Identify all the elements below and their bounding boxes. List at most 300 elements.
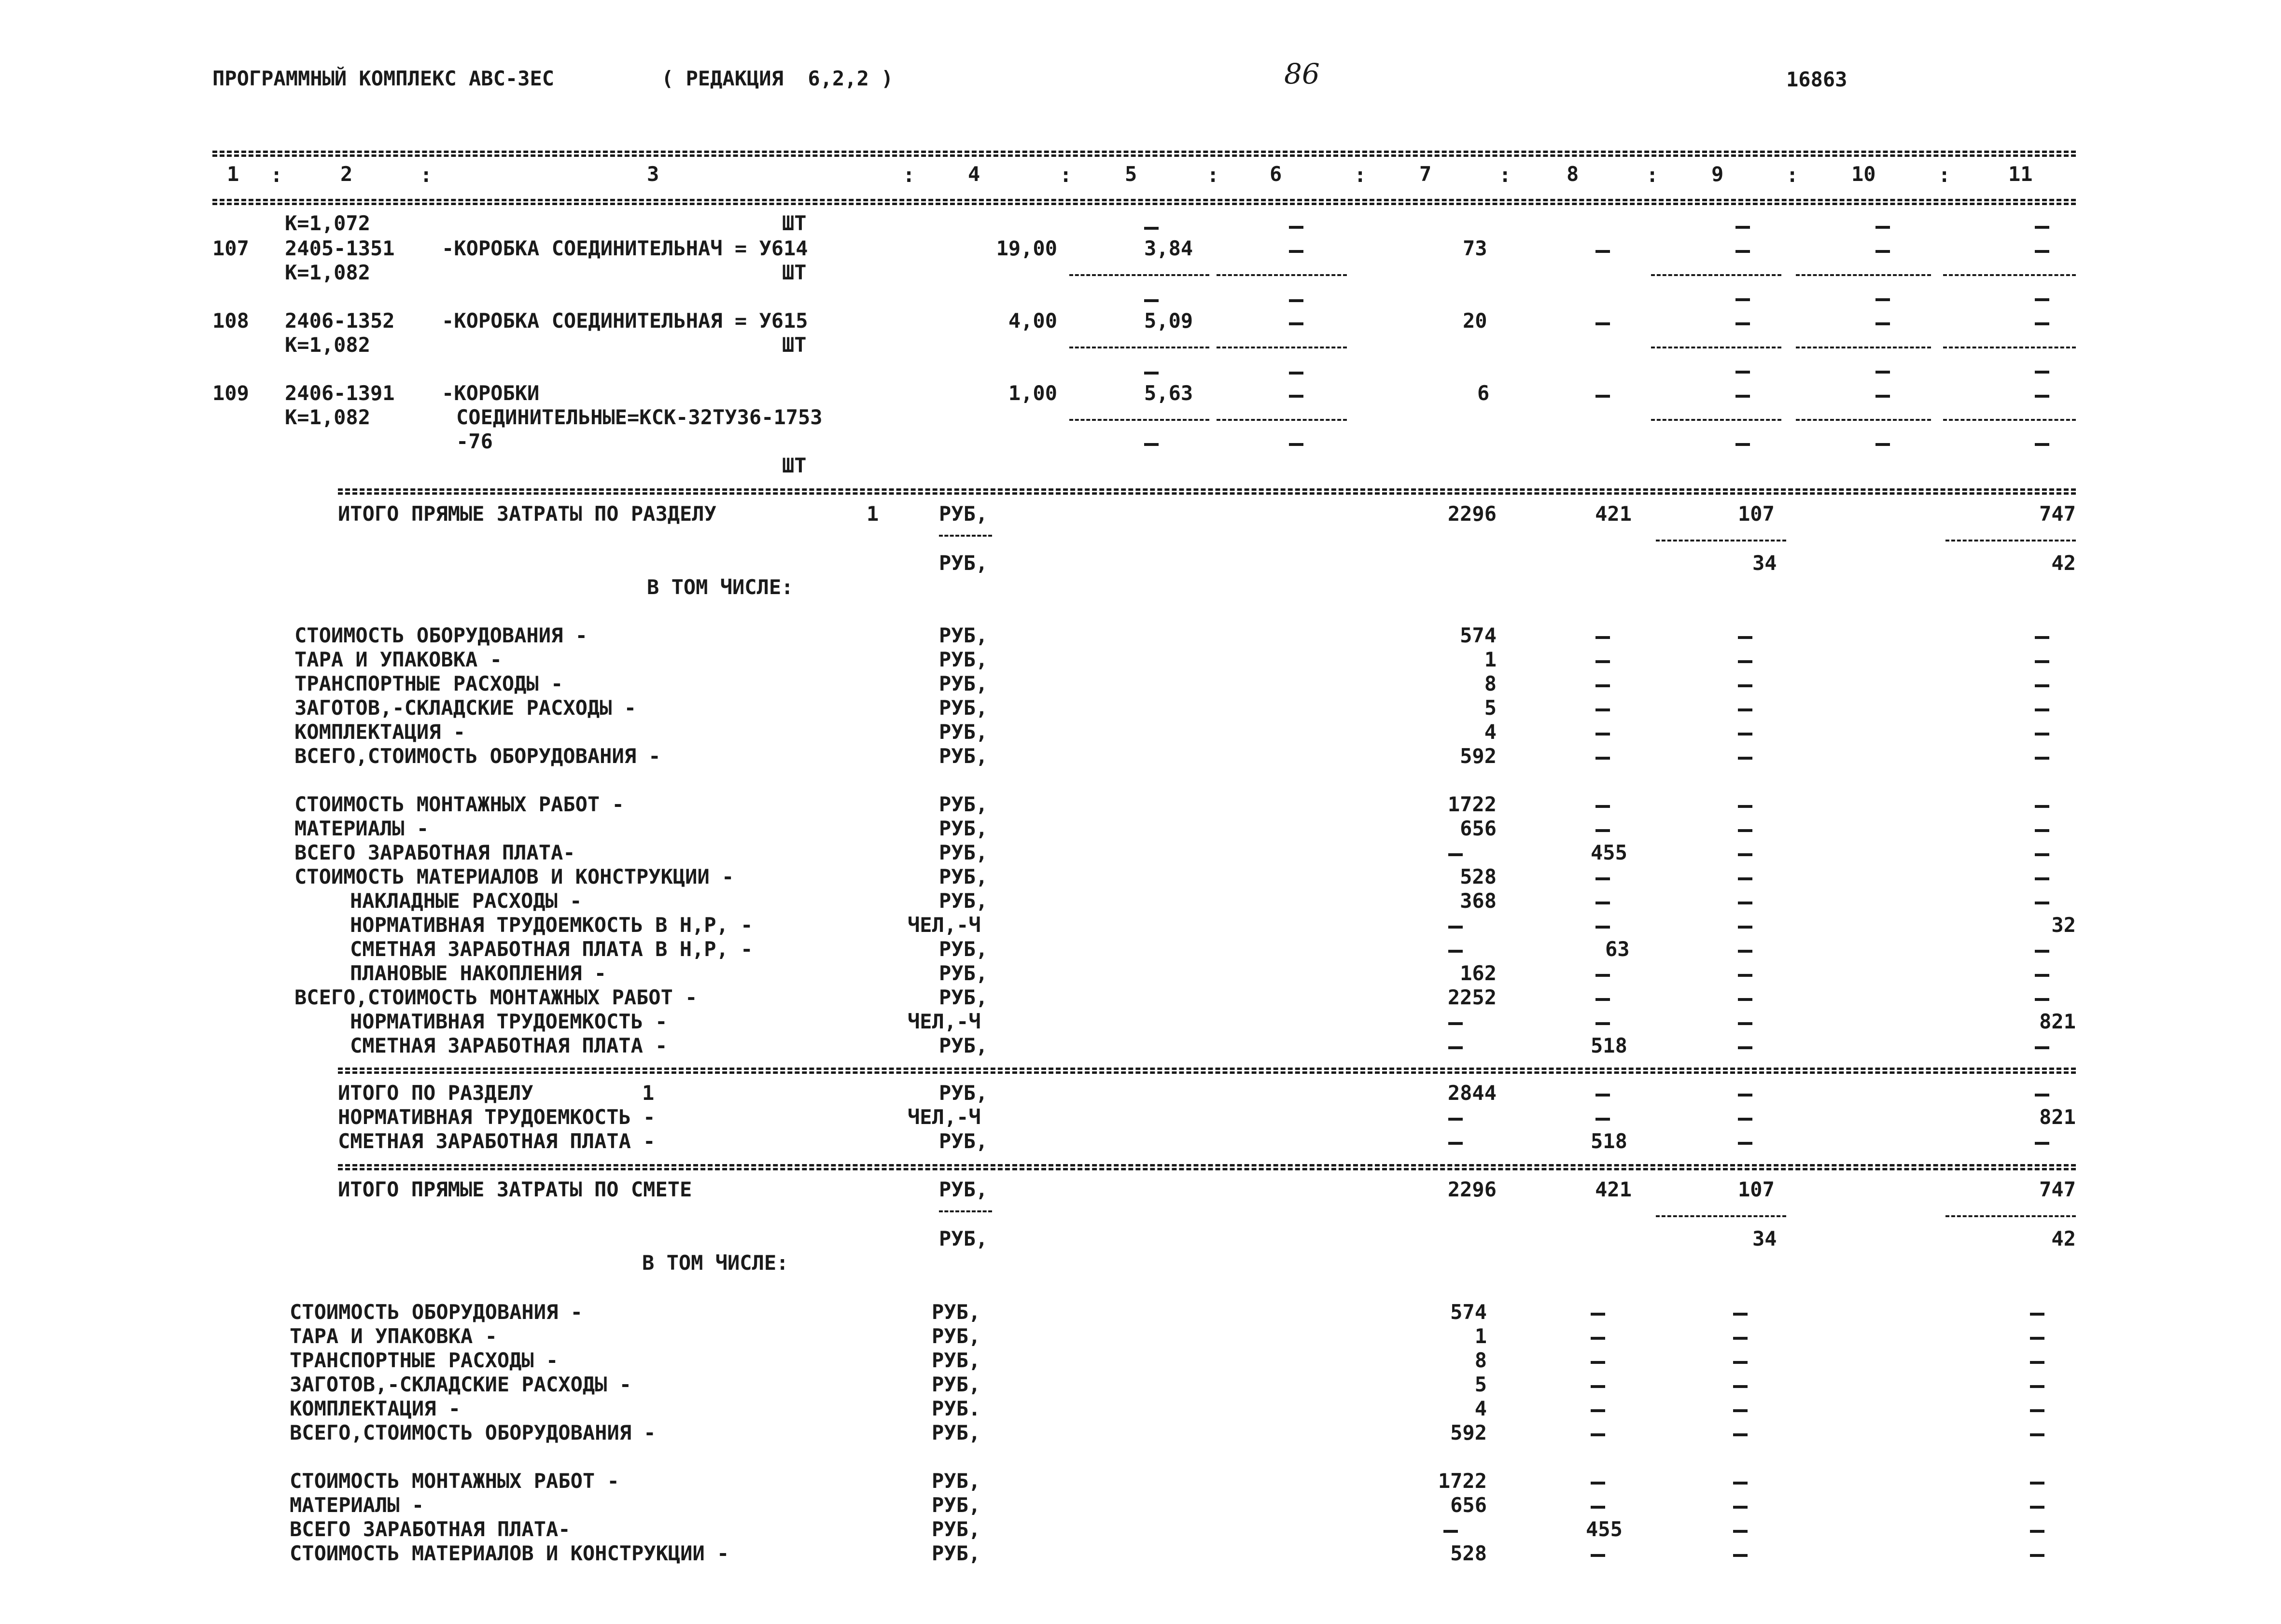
dash-mark: [2035, 660, 2049, 663]
row-col7: 368: [1460, 889, 1497, 913]
dash-mark: [2035, 757, 2049, 760]
row-unit: ЧЕЛ,-Ч: [908, 913, 981, 937]
dash-mark: [2030, 1385, 2044, 1388]
row-col7: 528: [1450, 1541, 1487, 1565]
separator: :: [1786, 163, 1799, 187]
dash-mark: [1595, 902, 1610, 904]
dash-mark: [2035, 298, 2049, 301]
row-label: МАТЕРИАЛЫ -: [294, 817, 429, 840]
item-unit-price: 5,63: [1144, 381, 1193, 405]
row-unit: РУБ,: [939, 1129, 988, 1153]
dash-mark: [1591, 1361, 1605, 1364]
rule: [1656, 540, 1786, 541]
dash-mark: [1738, 853, 1752, 856]
dash-mark: [1595, 395, 1610, 398]
item-name-line3: -76: [456, 430, 493, 453]
dash-mark: [1595, 805, 1610, 808]
dash-mark: [1738, 660, 1752, 663]
row-unit: ЧЕЛ,-Ч: [908, 1010, 981, 1033]
dash-mark: [1448, 1142, 1463, 1145]
dash-mark: [2035, 902, 2049, 904]
rule: [1651, 419, 1781, 421]
dash-mark: [1738, 708, 1752, 711]
dash-mark: [2035, 1046, 2049, 1049]
dash-mark: [2035, 708, 2049, 711]
dash-mark: [1738, 757, 1752, 760]
dash-mark: [1591, 1506, 1605, 1509]
item-number: 109: [212, 381, 249, 405]
row-unit: РУБ,: [939, 937, 988, 961]
dash-mark: [2035, 853, 2049, 856]
total-col9-lower: 34: [1752, 551, 1777, 575]
dash-mark: [1448, 853, 1463, 856]
row-col7: 2844: [1447, 1081, 1497, 1105]
dash-mark: [1595, 684, 1610, 687]
dash-mark: [1735, 395, 1750, 398]
row-label: СТОИМОСТЬ МОНТАЖНЫХ РАБОТ -: [290, 1469, 619, 1493]
column-header-10: 10: [1851, 162, 1876, 186]
item-quantity: 1,00: [1008, 381, 1057, 405]
row-label: ТРАНСПОРТНЫЕ РАСХОДЫ -: [294, 672, 563, 695]
row-col7: 656: [1450, 1493, 1487, 1517]
dash-mark: [1738, 974, 1752, 977]
dash-mark: [1738, 902, 1752, 904]
total-col11-lower: 42: [2051, 1227, 2076, 1250]
item-number: 107: [212, 236, 249, 260]
column-header-11: 11: [2008, 162, 2033, 186]
dash-mark: [1591, 1313, 1605, 1316]
dash-mark: [1875, 371, 1890, 374]
dash-mark: [1738, 877, 1752, 880]
dash-mark: [1289, 250, 1303, 253]
dash-mark: [1733, 1361, 1748, 1364]
separator: :: [1354, 163, 1367, 187]
dash-mark: [1735, 298, 1750, 301]
row-label: СМЕТНАЯ ЗАРАБОТНАЯ ПЛАТА -: [350, 1034, 668, 1057]
edition-label: ( РЕДАКЦИЯ 6,2,2 ): [661, 67, 894, 90]
row-label: ТАРА И УПАКОВКА -: [294, 648, 502, 671]
dash-mark: [1595, 1022, 1610, 1025]
row-col7: 4: [1484, 720, 1497, 744]
dash-mark: [1875, 443, 1890, 446]
dash-mark: [1733, 1313, 1748, 1316]
dash-mark: [1595, 250, 1610, 253]
row-label: ТРАНСПОРТНЫЕ РАСХОДЫ -: [290, 1348, 559, 1372]
row-label: СМЕТНАЯ ЗАРАБОТНАЯ ПЛАТА -: [338, 1129, 656, 1153]
column-header-4: 4: [968, 162, 980, 186]
separator: :: [1207, 163, 1219, 187]
dash-mark: [2035, 877, 2049, 880]
item-coefficient: К=1,082: [285, 261, 371, 284]
rule: [338, 1068, 2076, 1070]
total-col9-lower: 34: [1752, 1227, 1777, 1250]
item-unit-price: 5,09: [1144, 309, 1193, 333]
total-label: ИТОГО ПРЯМЫЕ ЗАТРАТЫ ПО СМЕТЕ: [338, 1178, 692, 1201]
dash-mark: [1595, 998, 1610, 1001]
row-unit: РУБ,: [932, 1300, 981, 1324]
row-label: ВСЕГО ЗАРАБОТНАЯ ПЛАТА-: [294, 841, 575, 864]
row-unit: РУБ,: [932, 1469, 981, 1493]
section-number: 1: [642, 1081, 655, 1105]
row-col8: 518: [1591, 1129, 1627, 1153]
dash-mark: [1289, 372, 1303, 375]
dash-mark: [1144, 227, 1159, 230]
dash-mark: [2035, 636, 2049, 639]
row-col7: 574: [1450, 1300, 1487, 1324]
row-label: МАТЕРИАЛЫ -: [290, 1493, 424, 1517]
page-number: 86: [1284, 57, 1320, 90]
dash-mark: [1289, 443, 1303, 446]
dash-mark: [1733, 1337, 1748, 1340]
dash-mark: [1591, 1337, 1605, 1340]
row-col7: 1: [1474, 1324, 1487, 1348]
rule: [1943, 419, 2076, 421]
including-label: В ТОМ ЧИСЛЕ:: [647, 575, 794, 599]
dash-mark: [1595, 660, 1610, 663]
rule: [1945, 540, 2076, 541]
row-label: ТАРА И УПАКОВКА -: [290, 1324, 497, 1348]
row-label: СТОИМОСТЬ МОНТАЖНЫХ РАБОТ -: [294, 792, 624, 816]
dash-mark: [1738, 733, 1752, 736]
item-name-line2: СОЕДИНИТЕЛЬНЫЕ=КСК-32ТУ36-1753: [456, 405, 823, 429]
dash-mark: [1443, 1530, 1458, 1533]
rule: [1217, 347, 1347, 348]
item-name: -КОРОБКА СОЕДИНИТЕЛЬНАЯ = У615: [442, 309, 808, 333]
dash-mark: [1595, 829, 1610, 832]
row-col7: 4: [1474, 1397, 1487, 1420]
column-header-9: 9: [1711, 162, 1724, 186]
row-col7: 1: [1484, 648, 1497, 671]
item-unit: ШТ: [782, 454, 807, 477]
dash-mark: [2035, 1094, 2049, 1097]
item-quantity: 4,00: [1008, 309, 1057, 333]
rule: [1796, 347, 1931, 348]
dash-mark: [1875, 250, 1890, 253]
rule: [212, 203, 2076, 205]
item-coefficient: К=1,082: [285, 333, 371, 357]
dash-mark: [1733, 1506, 1748, 1509]
total-unit: РУБ,: [939, 1227, 988, 1250]
dash-mark: [1448, 950, 1463, 953]
row-unit: РУБ,: [939, 792, 988, 816]
dash-mark: [2035, 950, 2049, 953]
dash-mark: [1144, 299, 1159, 302]
dash-mark: [1738, 829, 1752, 832]
item-name: -КОРОБКА СОЕДИНИТЕЛЬНАЧ = У614: [442, 236, 808, 260]
row-label: НОРМАТИВНАЯ ТРУДОЕМКОСТЬ -: [338, 1105, 656, 1129]
row-col7: 8: [1484, 672, 1497, 695]
row-label: СТОИМОСТЬ МАТЕРИАЛОВ И КОНСТРУКЦИИ -: [294, 865, 734, 888]
dash-mark: [1735, 250, 1750, 253]
item-name: -КОРОБКИ: [442, 381, 540, 405]
total-col11: 747: [2039, 502, 2076, 526]
dash-mark: [1289, 299, 1303, 302]
dash-mark: [1738, 805, 1752, 808]
item-unit: ШТ: [782, 211, 807, 235]
dash-mark: [1735, 371, 1750, 374]
row-label: СТОИМОСТЬ ОБОРУДОВАНИЯ -: [294, 624, 588, 647]
rule: [1796, 274, 1931, 276]
row-label: НАКЛАДНЫЕ РАСХОДЫ -: [350, 889, 582, 913]
item-code: 2405-1351: [285, 236, 395, 260]
item-coefficient: К=1,082: [285, 405, 371, 429]
dash-mark: [1289, 226, 1303, 229]
dash-mark: [1595, 322, 1610, 325]
rule: [338, 1071, 2076, 1074]
dash-mark: [1591, 1482, 1605, 1485]
row-unit: РУБ,: [939, 817, 988, 840]
rule: [1217, 419, 1347, 421]
row-col7: 592: [1460, 744, 1497, 768]
total-unit: РУБ,: [939, 551, 988, 575]
row-label: ВСЕГО,СТОИМОСТЬ ОБОРУДОВАНИЯ -: [290, 1421, 656, 1444]
rule: [1943, 274, 2076, 276]
rule: [338, 492, 2076, 495]
row-unit: РУБ,: [939, 961, 988, 985]
dash-mark: [1738, 998, 1752, 1001]
row-unit: РУБ,: [939, 841, 988, 864]
dash-mark: [1735, 443, 1750, 446]
dash-mark: [2035, 805, 2049, 808]
rule: [212, 154, 2076, 157]
dash-mark: [2035, 684, 2049, 687]
rule: [212, 199, 2076, 201]
dash-mark: [2030, 1433, 2044, 1436]
column-header-2: 2: [340, 162, 353, 186]
row-unit: РУБ,: [932, 1541, 981, 1565]
program-title: ПРОГРАММНЫЙ КОМПЛЕКС АВС-ЗЕС: [212, 67, 555, 90]
dash-mark: [1595, 926, 1610, 929]
rule: [1796, 419, 1931, 421]
row-col7: 1722: [1447, 792, 1497, 816]
row-col7: 8: [1474, 1348, 1487, 1372]
dash-mark: [1738, 950, 1752, 953]
row-label: ВСЕГО,СТОИМОСТЬ МОНТАЖНЫХ РАБОТ -: [294, 986, 698, 1009]
row-unit: РУБ,: [939, 720, 988, 744]
dash-mark: [1738, 1094, 1752, 1097]
rule: [939, 535, 992, 537]
dash-mark: [1595, 1118, 1610, 1121]
row-col7: 5: [1484, 696, 1497, 720]
total-unit: РУБ,: [939, 502, 988, 526]
dash-mark: [1591, 1385, 1605, 1388]
item-unit: ШТ: [782, 261, 807, 284]
dash-mark: [1733, 1530, 1748, 1533]
row-unit: РУБ,: [939, 648, 988, 671]
dash-mark: [1738, 1118, 1752, 1121]
dash-mark: [1144, 443, 1159, 446]
row-unit: РУБ,: [939, 624, 988, 647]
total-col11-lower: 42: [2051, 551, 2076, 575]
row-unit: РУБ,: [932, 1373, 981, 1396]
row-unit: РУБ.: [932, 1397, 981, 1420]
dash-mark: [2035, 443, 2049, 446]
total-col7: 2296: [1447, 1178, 1497, 1201]
row-unit: РУБ,: [932, 1324, 981, 1348]
row-label: НОРМАТИВНАЯ ТРУДОЕМКОСТЬ -: [350, 1010, 668, 1033]
dash-mark: [1595, 877, 1610, 880]
row-col8: 63: [1605, 937, 1630, 961]
total-unit: РУБ,: [939, 1178, 988, 1201]
row-label: ЗАГОТОВ,-СКЛАДСКИЕ РАСХОДЫ -: [294, 696, 637, 720]
dash-mark: [2035, 829, 2049, 832]
separator: :: [270, 163, 283, 187]
row-col7: 162: [1460, 961, 1497, 985]
dash-mark: [2030, 1530, 2044, 1533]
total-label: ИТОГО ПРЯМЫЕ ЗАТРАТЫ ПО РАЗДЕЛУ: [338, 502, 716, 526]
separator: :: [420, 163, 433, 187]
row-unit: РУБ,: [939, 889, 988, 913]
dash-mark: [2030, 1361, 2044, 1364]
dash-mark: [1595, 757, 1610, 760]
item-total: 20: [1463, 309, 1487, 333]
total-col11: 747: [2039, 1178, 2076, 1201]
row-col8: 455: [1591, 841, 1627, 864]
rule: [1069, 274, 1209, 276]
dash-mark: [1591, 1433, 1605, 1436]
row-col11: 32: [2051, 913, 2076, 937]
rule: [212, 151, 2076, 153]
dash-mark: [1144, 372, 1159, 375]
dash-mark: [2035, 226, 2049, 229]
dash-mark: [1595, 974, 1610, 977]
dash-mark: [1595, 733, 1610, 736]
dash-mark: [2030, 1482, 2044, 1485]
column-header-6: 6: [1270, 162, 1282, 186]
dash-mark: [1448, 926, 1463, 929]
rule: [1069, 419, 1209, 421]
row-unit: РУБ,: [932, 1517, 981, 1541]
row-col7: 528: [1460, 865, 1497, 888]
dash-mark: [2035, 250, 2049, 253]
rule: [1943, 347, 2076, 348]
dash-mark: [1738, 636, 1752, 639]
dash-mark: [2030, 1409, 2044, 1412]
dash-mark: [1595, 636, 1610, 639]
total-col7: 2296: [1447, 502, 1497, 526]
rule: [338, 1168, 2076, 1170]
dash-mark: [2030, 1337, 2044, 1340]
row-label: ВСЕГО,СТОИМОСТЬ ОБОРУДОВАНИЯ -: [294, 744, 661, 768]
total-col8: 421: [1595, 502, 1632, 526]
document-number: 16863: [1786, 68, 1847, 91]
dash-mark: [2035, 998, 2049, 1001]
row-label: ИТОГО ПО РАЗДЕЛУ: [338, 1081, 533, 1105]
rule: [1217, 274, 1347, 276]
dash-mark: [1875, 395, 1890, 398]
column-header-8: 8: [1567, 162, 1579, 186]
row-col7: 656: [1460, 817, 1497, 840]
row-label: НОРМАТИВНАЯ ТРУДОЕМКОСТЬ В Н,Р, -: [350, 913, 753, 937]
row-unit: ЧЕЛ,-Ч: [908, 1105, 981, 1129]
dash-mark: [1595, 708, 1610, 711]
row-label: ЗАГОТОВ,-СКЛАДСКИЕ РАСХОДЫ -: [290, 1373, 632, 1396]
row-label: КОМПЛЕКТАЦИЯ -: [294, 720, 466, 744]
rule: [939, 1210, 992, 1212]
dash-mark: [1738, 1142, 1752, 1145]
dash-mark: [2035, 974, 2049, 977]
item-total: 6: [1477, 381, 1490, 405]
item-coefficient: К=1,072: [285, 211, 371, 235]
item-unit-price: 3,84: [1144, 236, 1193, 260]
row-unit: РУБ,: [932, 1421, 981, 1444]
dash-mark: [1738, 1022, 1752, 1025]
dash-mark: [1448, 1118, 1463, 1121]
dash-mark: [1448, 1046, 1463, 1049]
dash-mark: [1733, 1554, 1748, 1557]
dash-mark: [2030, 1506, 2044, 1509]
row-unit: РУБ,: [939, 986, 988, 1009]
row-col8: 455: [1586, 1517, 1623, 1541]
dash-mark: [2035, 322, 2049, 325]
row-label: СМЕТНАЯ ЗАРАБОТНАЯ ПЛАТА В Н,Р, -: [350, 937, 753, 961]
dash-mark: [2035, 371, 2049, 374]
column-header-1: 1: [227, 162, 239, 186]
dash-mark: [2035, 733, 2049, 736]
row-unit: РУБ,: [932, 1493, 981, 1517]
rule: [1945, 1215, 2076, 1217]
dash-mark: [1735, 322, 1750, 325]
separator: :: [1646, 163, 1659, 187]
rule: [338, 488, 2076, 491]
separator: :: [1499, 163, 1511, 187]
dash-mark: [2030, 1554, 2044, 1557]
separator: :: [1938, 163, 1951, 187]
item-quantity: 19,00: [996, 236, 1057, 260]
total-col8: 421: [1595, 1178, 1632, 1201]
row-col11: 821: [2039, 1105, 2076, 1129]
row-col7: 5: [1474, 1373, 1487, 1396]
row-label: СТОИМОСТЬ ОБОРУДОВАНИЯ -: [290, 1300, 583, 1324]
dash-mark: [1733, 1385, 1748, 1388]
row-col11: 821: [2039, 1010, 2076, 1033]
row-unit: РУБ,: [939, 672, 988, 695]
dash-mark: [1738, 926, 1752, 929]
including-label: В ТОМ ЧИСЛЕ:: [642, 1251, 789, 1275]
row-unit: РУБ,: [939, 1034, 988, 1057]
dash-mark: [1289, 395, 1303, 398]
dash-mark: [1875, 226, 1890, 229]
dash-mark: [1738, 1046, 1752, 1049]
rule: [1656, 1215, 1786, 1217]
dash-mark: [1733, 1433, 1748, 1436]
row-label: СТОИМОСТЬ МАТЕРИАЛОВ И КОНСТРУКЦИИ -: [290, 1541, 729, 1565]
row-col7: 574: [1460, 624, 1497, 647]
dash-mark: [1595, 1094, 1610, 1097]
column-header-5: 5: [1125, 162, 1137, 186]
dash-mark: [1591, 1409, 1605, 1412]
column-header-7: 7: [1419, 162, 1432, 186]
column-header-3: 3: [647, 162, 659, 186]
separator: :: [903, 163, 915, 187]
dash-mark: [2035, 1142, 2049, 1145]
rule: [1651, 274, 1781, 276]
dash-mark: [1875, 322, 1890, 325]
dash-mark: [2030, 1313, 2044, 1316]
row-unit: РУБ,: [939, 1081, 988, 1105]
rule: [1069, 347, 1209, 348]
row-label: ПЛАНОВЫЕ НАКОПЛЕНИЯ -: [350, 961, 607, 985]
row-unit: РУБ,: [939, 696, 988, 720]
rule: [1651, 347, 1781, 348]
item-code: 2406-1352: [285, 309, 395, 333]
dash-mark: [1591, 1554, 1605, 1557]
row-col7: 1722: [1438, 1469, 1487, 1493]
dash-mark: [1738, 684, 1752, 687]
dash-mark: [1733, 1409, 1748, 1412]
total-col9: 107: [1738, 502, 1775, 526]
row-col7: 2252: [1447, 986, 1497, 1009]
